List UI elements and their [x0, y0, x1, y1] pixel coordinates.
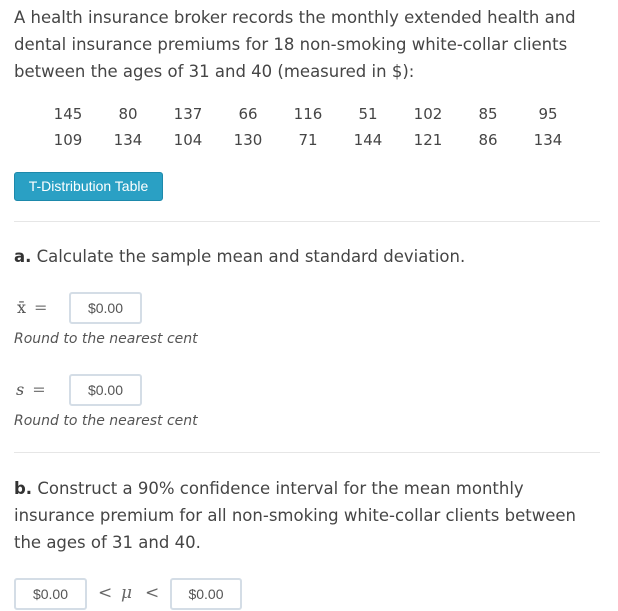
- problem-intro: A health insurance broker records the monthly extended health and dental insurance premiums for 18 non-smoking white-collar clients between the ages of 31 and 40 (measured in $):: [14, 8, 576, 81]
- part-a-question: [14, 243, 465, 270]
- data-cell: 85: [478, 105, 498, 123]
- less-than-sign: <: [145, 583, 160, 603]
- premium-data-table: [38, 101, 578, 153]
- part-b-letter: b.: [14, 479, 33, 498]
- data-row-2: [38, 127, 578, 153]
- data-cell: 145: [53, 105, 83, 123]
- mu-symbol: μ: [121, 583, 133, 603]
- equals-sign: =: [34, 298, 48, 317]
- section-divider: [14, 452, 600, 453]
- mean-symbol: x̄: [17, 298, 27, 317]
- data-cell: 102: [413, 105, 443, 123]
- ci-upper-bound-input[interactable]: [170, 578, 242, 610]
- sample-mean-input[interactable]: [69, 292, 142, 324]
- less-than-sign: <: [98, 583, 113, 603]
- data-cell: 95: [538, 105, 558, 123]
- data-row-1: [38, 101, 578, 127]
- part-b-question: [14, 475, 600, 556]
- mean-round-note: Round to the nearest cent: [14, 331, 198, 347]
- sd-label: [16, 380, 46, 399]
- data-cell: 86: [478, 131, 498, 149]
- data-cell: 109: [53, 131, 83, 149]
- data-cell: 51: [358, 105, 378, 123]
- data-cell: 137: [173, 105, 203, 123]
- data-cell: 66: [238, 105, 258, 123]
- data-cell: 134: [533, 131, 563, 149]
- standard-deviation-input[interactable]: [69, 374, 142, 406]
- equals-sign: =: [32, 380, 46, 399]
- mean-label: [17, 298, 47, 317]
- data-cell: 80: [118, 105, 138, 123]
- part-a-text: Calculate the sample mean and standard deviation.: [31, 247, 466, 266]
- data-cell: 104: [173, 131, 203, 149]
- data-cell: 121: [413, 131, 443, 149]
- data-cell: 71: [298, 131, 318, 149]
- t-distribution-table-button[interactable]: T-Distribution Table: [14, 172, 163, 201]
- part-b-text: Construct a 90% confidence interval for the mean monthly insurance premium for all non-smoking white-collar clients between the ages of 31 and 40.: [14, 479, 576, 552]
- data-cell: 134: [113, 131, 143, 149]
- sd-symbol: s: [16, 380, 25, 399]
- section-divider: [14, 221, 600, 222]
- ci-lower-bound-input[interactable]: [14, 578, 87, 610]
- data-cell: 130: [233, 131, 263, 149]
- sd-round-note: Round to the nearest cent: [14, 413, 198, 429]
- part-a-letter: a.: [14, 247, 32, 266]
- data-cell: 144: [353, 131, 383, 149]
- data-cell: 116: [293, 105, 323, 123]
